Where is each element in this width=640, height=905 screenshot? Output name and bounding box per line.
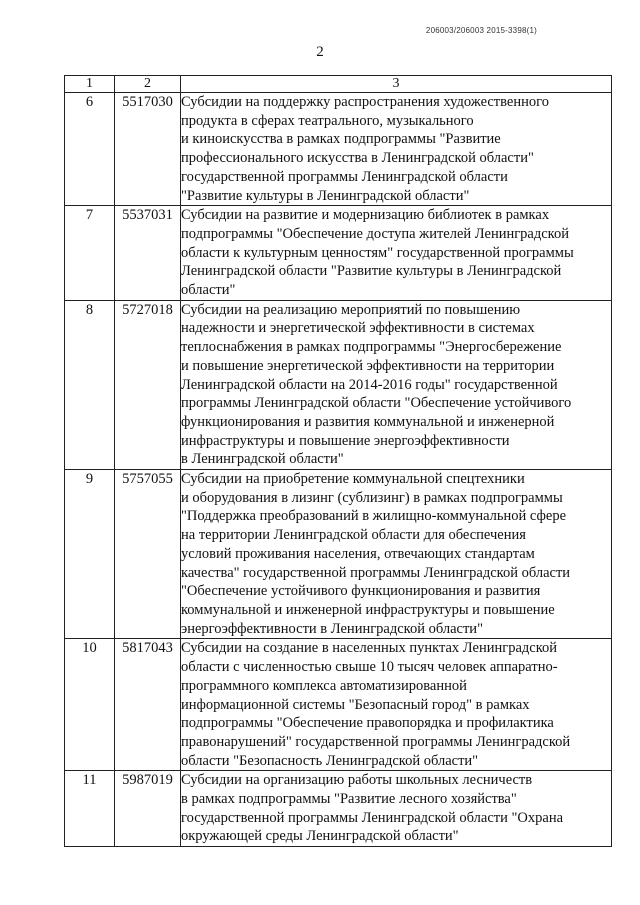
row-description: Субсидии на приобретение коммунальной спецтехники и оборудования в лизинг (сублизинг) в рамках подпрограммы "Поддержка преобразований в жилищно-коммунальной сфере на территории Ленинградской области для обеспечения условий проживания населения, отвечающих стандартам качества" государственной программы Ленинградской области "Обеспечение устойчивого функционирования и развития коммунальной и инженерной инфраструктуры и повышение энергоэффективности в Ленинградской области" xyxy=(181,470,612,639)
row-description: Субсидии на организацию работы школьных лесничеств в рамках подпрограммы "Развитие лесного хозяйства" государственной программы Ленинградской области "Охрана окружающей среды Ленинградской области" xyxy=(181,771,612,847)
table-row xyxy=(65,639,612,771)
table-row xyxy=(65,300,612,469)
subsidy-table xyxy=(64,75,612,847)
row-number: 9 xyxy=(65,470,115,639)
row-description: Субсидии на развитие и модернизацию библиотек в рамках подпрограммы "Обеспечение доступа жителей Ленинградской области к культурным ценностям" государственной программы Ленинградской области "Развитие культуры в Ленинградской области" xyxy=(181,206,612,301)
row-number: 7 xyxy=(65,206,115,301)
document-id: 206003/206003 2015-3398(1) xyxy=(425,26,537,35)
table-row xyxy=(65,93,612,206)
row-description: Субсидии на поддержку распространения художественного продукта в сферах театрального, музыкального и киноискусства в рамках подпрограммы "Развитие профессионального искусства в Ленинградской области" государственной программы Ленинградской области "Развитие культуры в Ленинградской области" xyxy=(181,93,612,206)
row-number: 11 xyxy=(65,771,115,847)
row-description: Субсидии на создание в населенных пунктах Ленинградской области с численностью свыше 10 тысяч человек аппаратно- программного комплекса автоматизированной информационной системы "Безопасный город" в рамках подпрограммы "Обеспечение правопорядка и профилактика правонарушений" государственной программы Ленинградской области "Безопасность Ленинградской области" xyxy=(181,639,612,771)
row-number: 8 xyxy=(65,300,115,469)
row-code: 5537031 xyxy=(115,206,181,301)
table-row xyxy=(65,470,612,639)
row-code: 5817043 xyxy=(115,639,181,771)
table-row xyxy=(65,206,612,301)
row-description: Субсидии на реализацию мероприятий по повышению надежности и энергетической эффективности в системах теплоснабжения в рамках подпрограммы "Энергосбережение и повышение энергетической эффективности на территории Ленинградской области на 2014-2016 годы" государственной программы Ленинградской области "Обеспечение устойчивого функционирования и развития коммунальной и инженерной инфраструктуры и повышение энергоэффективности в Ленинградской области" xyxy=(181,300,612,469)
row-code: 5517030 xyxy=(115,93,181,206)
column-header-1: 1 xyxy=(65,76,115,93)
row-code: 5757055 xyxy=(115,470,181,639)
row-code: 5727018 xyxy=(115,300,181,469)
column-header-3: 3 xyxy=(181,76,612,93)
row-number: 10 xyxy=(65,639,115,771)
column-header-2: 2 xyxy=(115,76,181,93)
row-code: 5987019 xyxy=(115,771,181,847)
row-number: 6 xyxy=(65,93,115,206)
page-number: 2 xyxy=(316,44,324,60)
table-row xyxy=(65,771,612,847)
table-header xyxy=(65,76,612,93)
